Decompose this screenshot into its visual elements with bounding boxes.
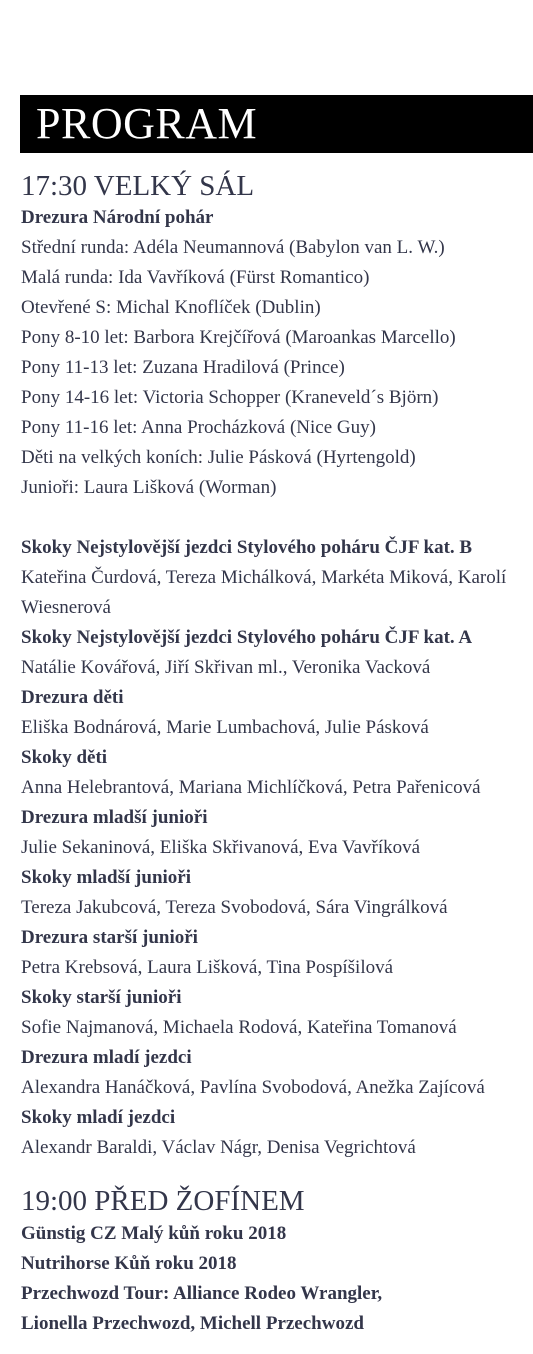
dressage-result-line: Malá runda: Ida Vavříková (Fürst Romantico) — [21, 267, 370, 288]
award-title: Drezura mladí jezdci — [21, 1047, 192, 1068]
dressage-result-line: Pony 11-13 let: Zuzana Hradilová (Prince) — [21, 357, 345, 378]
award-title: Drezura děti — [21, 687, 124, 708]
award-title: Skoky Nejstylovější jezdci Stylového poháru ČJF kat. B — [21, 537, 473, 558]
award-names: Tereza Jakubcová, Tereza Svobodová, Sára Vingrálková — [21, 897, 448, 918]
dressage-result-line: Střední runda: Adéla Neumannová (Babylon van L. W.) — [21, 237, 445, 258]
award-names: Sofie Najmanová, Michaela Rodová, Kateřina Tomanová — [21, 1017, 457, 1038]
award-title: Skoky děti — [21, 747, 108, 768]
award-names: Petra Krebsová, Laura Lišková, Tina Pospíšilová — [21, 957, 394, 978]
evening-award-line: Lionella Przechwozd, Michell Przechwozd — [21, 1313, 364, 1334]
award-title: Drezura mladší junioři — [21, 807, 208, 828]
evening-award-line: Przechwozd Tour: Alliance Rodeo Wrangler, — [21, 1283, 383, 1304]
evening-award-line: Nutrihorse Kůň roku 2018 — [21, 1253, 237, 1274]
dressage-result-line: Otevřené S: Michal Knoflíček (Dublin) — [21, 297, 321, 318]
award-title: Skoky mladší junioři — [21, 867, 191, 888]
award-title: Drezura starší junioři — [21, 927, 198, 948]
dressage-result-line: Pony 14-16 let: Victoria Schopper (Kraneveld´s Björn) — [21, 387, 439, 408]
award-names: Julie Sekaninová, Eliška Skřivanová, Eva Vavříková — [21, 837, 421, 858]
award-names: Eliška Bodnárová, Marie Lumbachová, Julie Pásková — [21, 717, 429, 738]
dressage-cup-title: Drezura Národní pohár — [21, 207, 214, 228]
section-heading-pred-zofinem: 19:00 PŘED ŽOFÍNEM — [21, 1185, 305, 1217]
dressage-result-line: Pony 8-10 let: Barbora Krejčířová (Maroankas Marcello) — [21, 327, 456, 348]
evening-award-line: Günstig CZ Malý kůň roku 2018 — [21, 1223, 287, 1244]
dressage-result-line: Junioři: Laura Lišková (Worman) — [21, 477, 277, 498]
award-names: Kateřina Čurdová, Tereza Michálková, Markéta Miková, Karolí — [21, 567, 507, 588]
award-names: Alexandra Hanáčková, Pavlína Svobodová, Anežka Zajícová — [21, 1077, 485, 1098]
award-names-continued: Wiesnerová — [21, 597, 111, 618]
dressage-result-line: Děti na velkých koních: Julie Pásková (Hyrtengold) — [21, 447, 416, 468]
award-title: Skoky starší junioři — [21, 987, 182, 1008]
award-title: Skoky mladí jezdci — [21, 1107, 176, 1128]
section-heading-velky-sal: 17:30 VELKÝ SÁL — [21, 170, 255, 202]
award-names: Alexandr Baraldi, Václav Nágr, Denisa Vegrichtová — [21, 1137, 416, 1158]
award-title: Skoky Nejstylovější jezdci Stylového poháru ČJF kat. A — [21, 627, 473, 648]
program-banner: PROGRAM — [20, 95, 533, 153]
award-names: Natálie Kovářová, Jiří Skřivan ml., Veronika Vacková — [21, 657, 431, 678]
award-names: Anna Helebrantová, Mariana Michlíčková, Petra Pařenicová — [21, 777, 481, 798]
dressage-result-line: Pony 11-16 let: Anna Procházková (Nice Guy) — [21, 417, 376, 438]
